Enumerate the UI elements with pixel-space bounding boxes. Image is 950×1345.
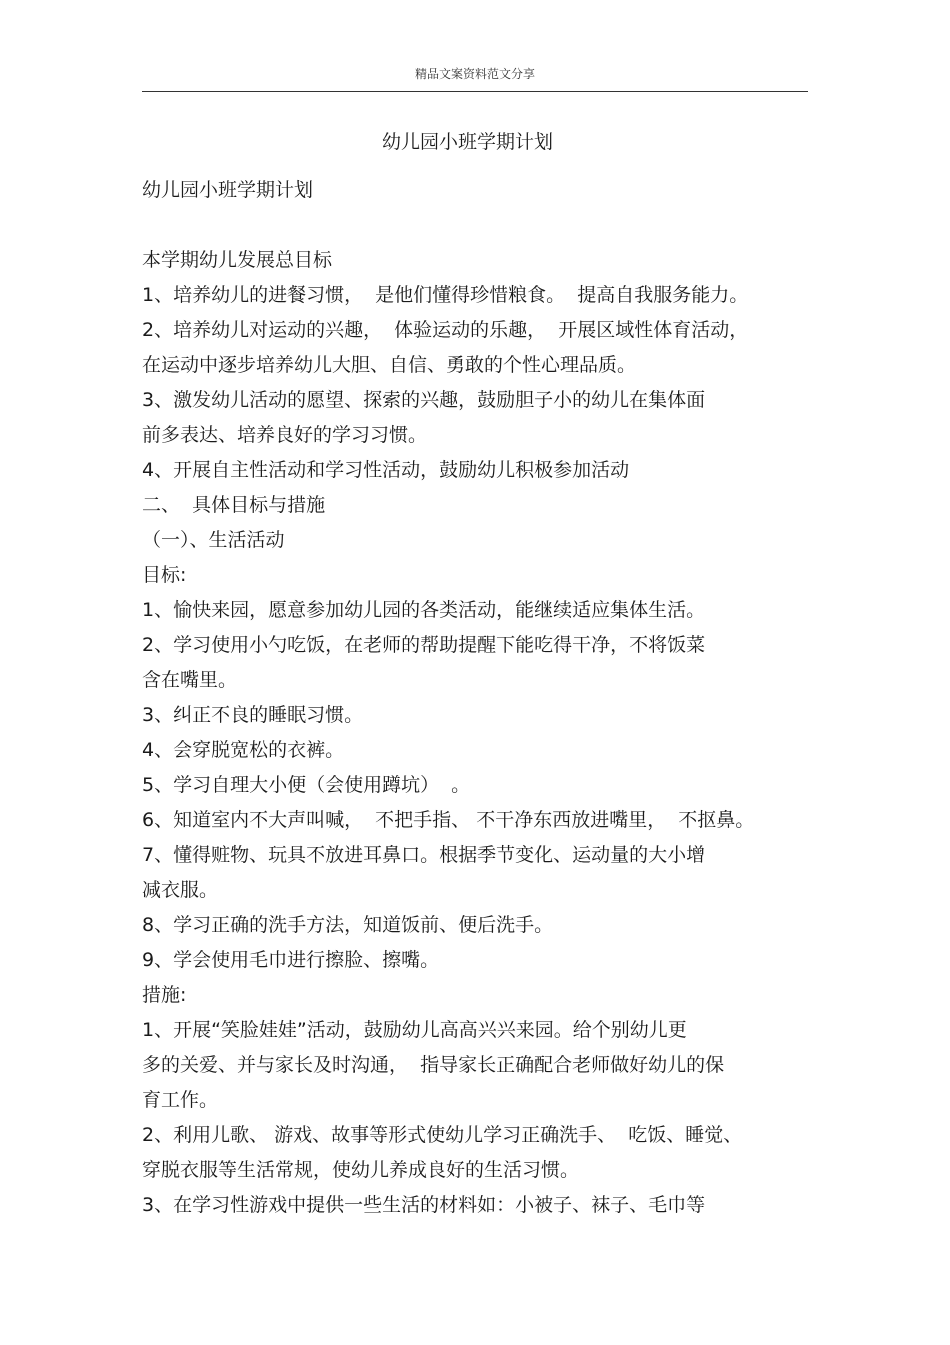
- body-line: 8、学习正确的洗手方法，知道饭前、便后洗手。: [142, 914, 554, 936]
- body-line: 含在嘴里。: [142, 669, 238, 691]
- body-line: 2、学习使用小勺吃饭，在老师的帮助提醒下能吃得干净，不将饭菜: [142, 634, 706, 656]
- label-line: 目标:: [142, 564, 187, 586]
- body-line: 9、学会使用毛巾进行擦脸、擦嘴。: [142, 949, 440, 971]
- body-line: 幼儿园小班学期计划: [142, 179, 314, 201]
- blank-line: [142, 208, 808, 243]
- body-line: 1、培养幼儿的进餐习惯， 是他们懂得珍惜粮食。 提高自我服务能力。: [142, 284, 749, 306]
- header-divider: [142, 91, 808, 92]
- body-line: 1、愉快来园，愿意参加幼儿园的各类活动，能继续适应集体生活。: [142, 599, 706, 621]
- page-header: 精品文案资料范文分享: [414, 67, 535, 81]
- body-line: 5、学习自理大小便（会使用蹲坑） 。: [142, 774, 471, 796]
- subsection-heading: （一）、生活活动: [142, 529, 285, 551]
- body-line: 4、会穿脱宽松的衣裤。: [142, 739, 345, 761]
- body-line: 3、在学习性游戏中提供一些生活的材料如：小被子、袜子、毛巾等: [142, 1194, 706, 1216]
- body-line: 在运动中逐步培养幼儿大胆、自信、勇敢的个性心理品质。: [142, 354, 637, 376]
- body-line: 减衣服。: [142, 879, 219, 901]
- body-line: 前多表达、培养良好的学习习惯。: [142, 424, 428, 446]
- body-line: 2、利用儿歌、 游戏、故事等形式使幼儿学习正确洗手、 吃饭、睡觉、: [142, 1124, 743, 1146]
- document-title: 幼儿园小班学期计划: [381, 131, 553, 153]
- body-line: 育工作。: [142, 1089, 219, 1111]
- section-heading: 本学期幼儿发展总目标: [142, 249, 333, 271]
- body-line: 6、知道室内不大声叫喊， 不把手指、 不干净东西放进嘴里， 不抠鼻。: [142, 809, 755, 831]
- body-line: 穿脱衣服等生活常规，使幼儿养成良好的生活习惯。: [142, 1159, 580, 1181]
- document-body: [142, 173, 808, 1223]
- body-line: 1、开展“笑脸娃娃”活动，鼓励幼儿高高兴兴来园。给个别幼儿更: [142, 1019, 687, 1041]
- body-line: 2、培养幼儿对运动的兴趣， 体验运动的乐趣， 开展区域性体育活动，: [142, 319, 749, 341]
- section-heading: 二、 具体目标与措施: [142, 494, 326, 516]
- label-line: 措施:: [142, 984, 187, 1006]
- body-line: 3、纠正不良的睡眠习惯。: [142, 704, 364, 726]
- body-line: 3、激发幼儿活动的愿望、探索的兴趣，鼓励胆子小的幼儿在集体面: [142, 389, 706, 411]
- body-line: 4、开展自主性活动和学习性活动，鼓励幼儿积极参加活动: [142, 459, 630, 481]
- body-line: 7、懂得赃物、玩具不放进耳鼻口。根据季节变化、运动量的大小增: [142, 844, 706, 866]
- body-line: 多的关爱、并与家长及时沟通， 指导家长正确配合老师做好幼儿的保: [142, 1054, 725, 1076]
